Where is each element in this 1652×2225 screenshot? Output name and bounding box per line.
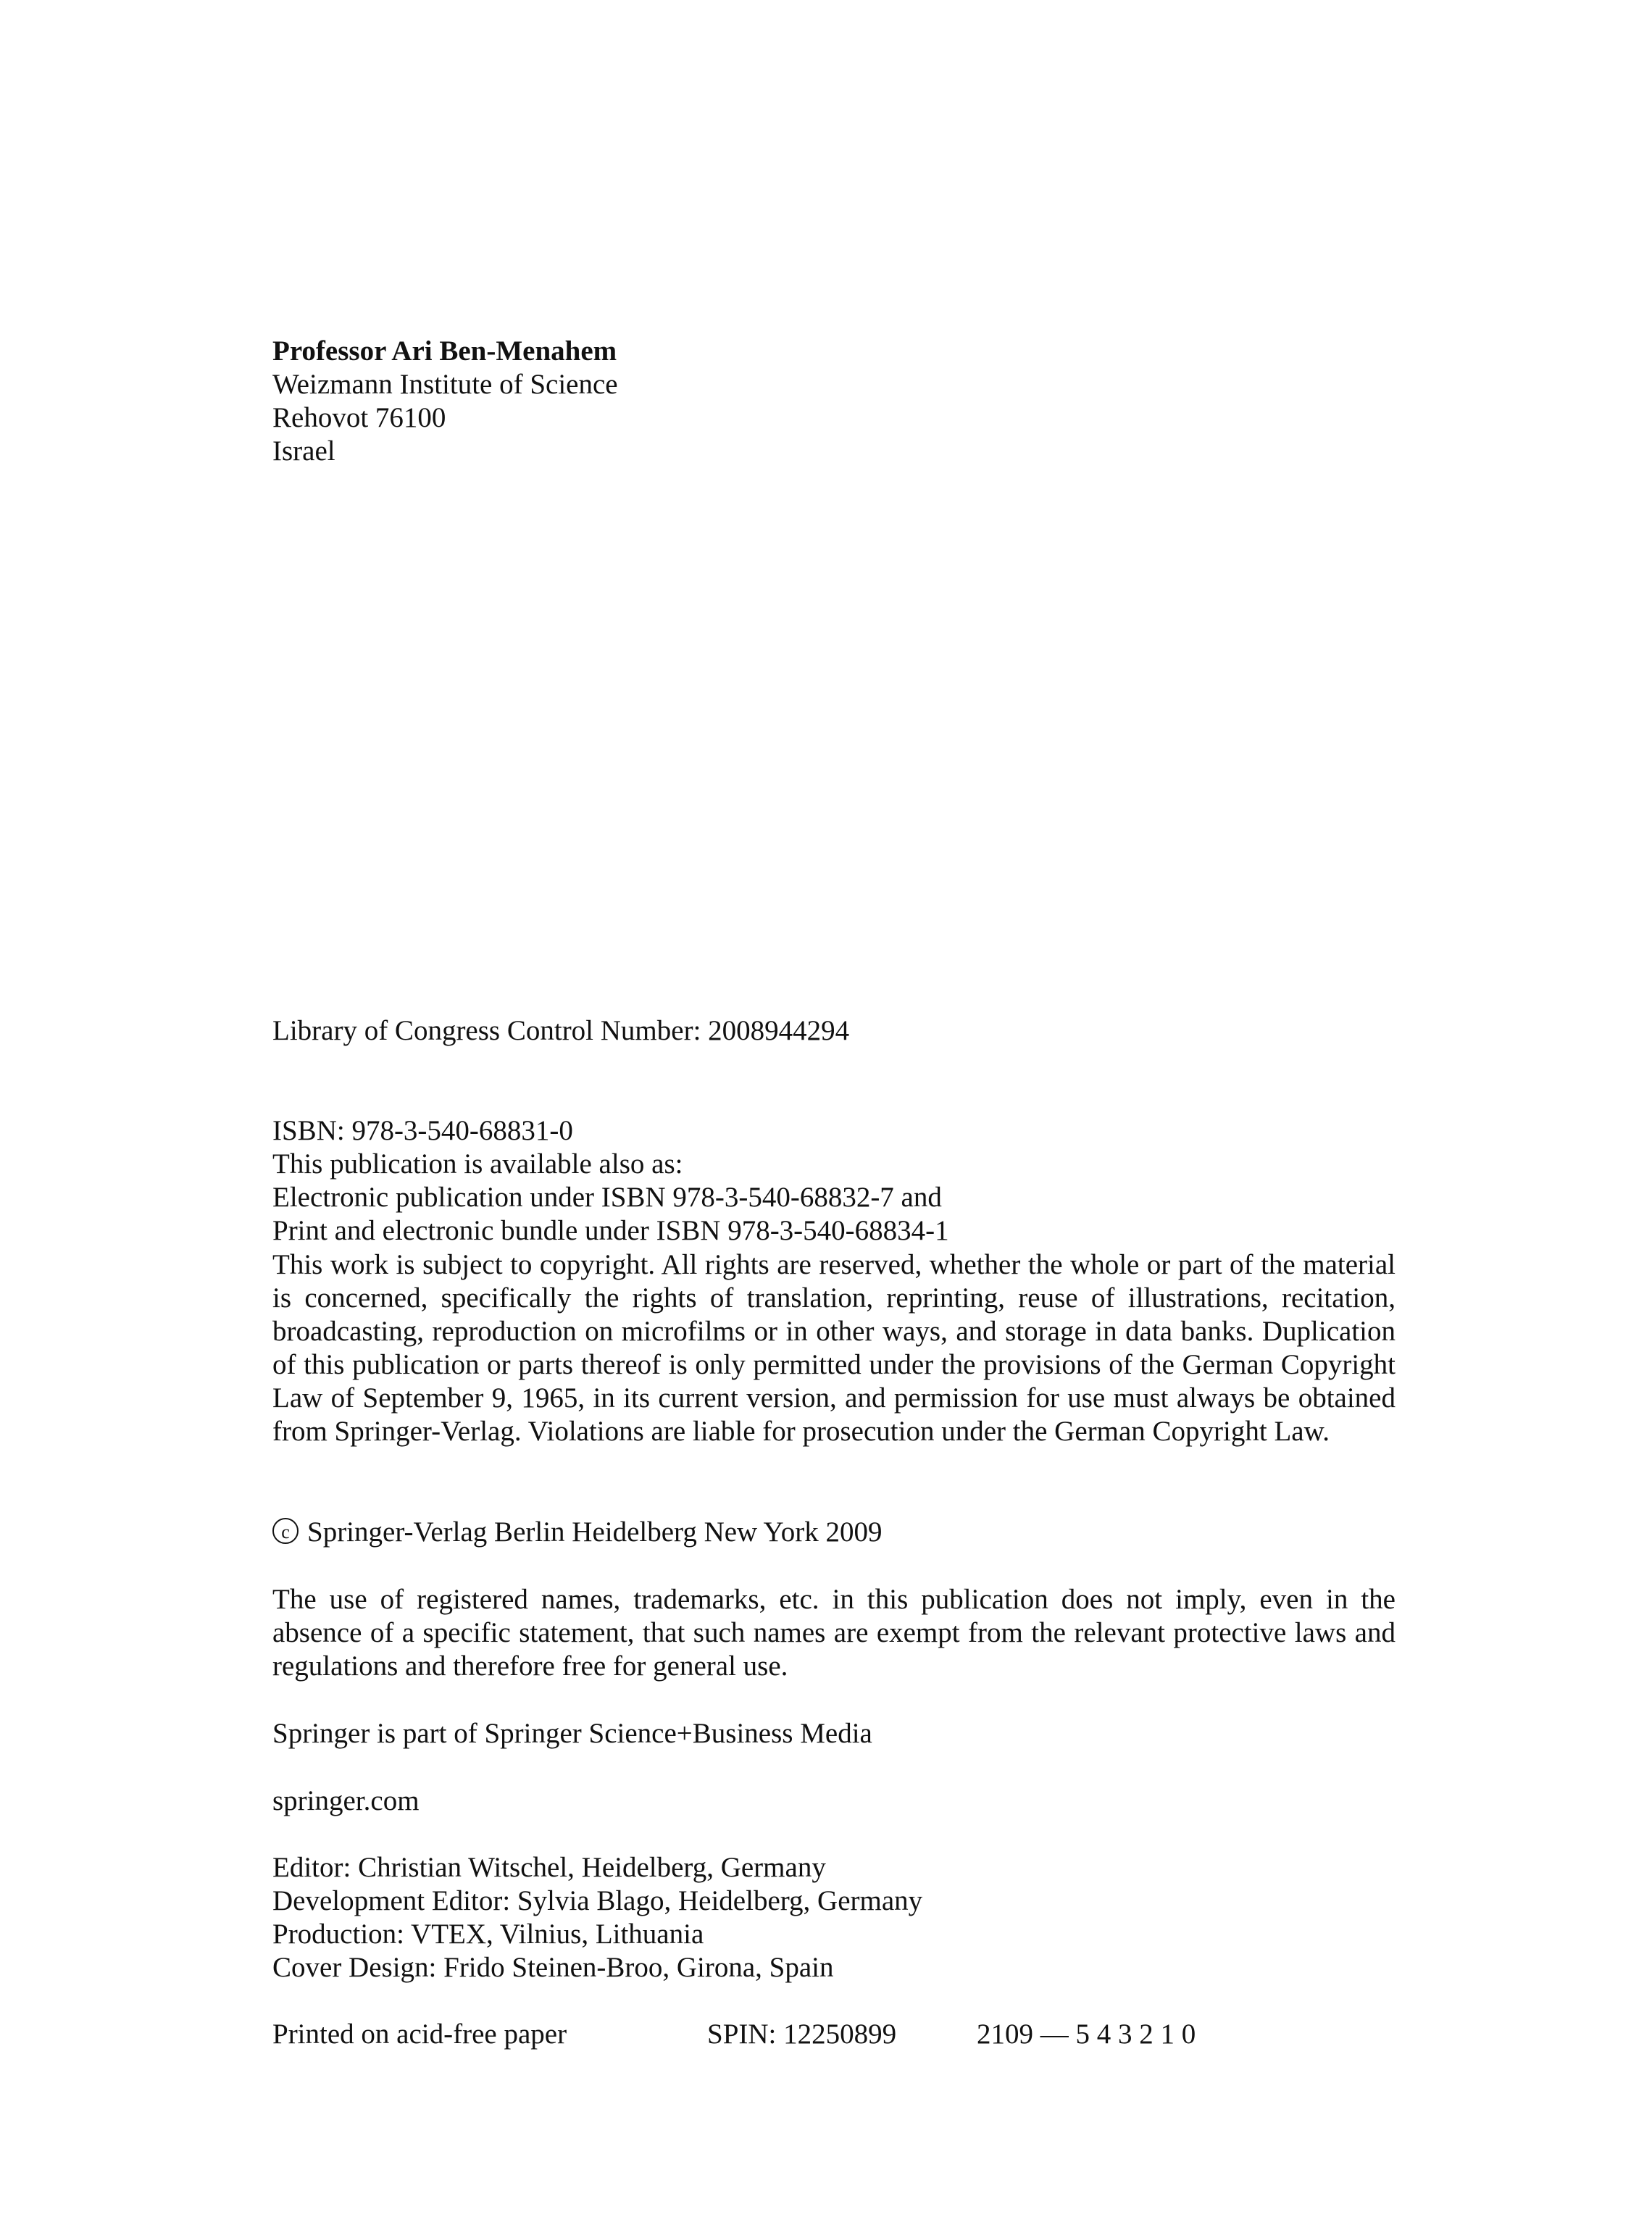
trademark-notice-block (272, 1583, 1396, 1683)
author-institution: Weizmann Institute of Science (272, 369, 618, 400)
author-country: Israel (272, 435, 335, 467)
credit-production: Production: VTEX, Vilnius, Lithuania (272, 1919, 704, 1950)
author-address-block (272, 335, 618, 468)
print-footer-row (272, 2018, 1396, 2051)
author-name: Professor Ari Ben-Menahem (272, 335, 617, 367)
footer-print-code: 2109 — 5 4 3 2 1 0 (977, 2019, 1196, 2050)
springer-part-block (272, 1717, 872, 1750)
springer-part-text: Springer is part of Springer Science+Business Media (272, 1718, 872, 1749)
website-text: springer.com (272, 1785, 420, 1816)
copyright-line (272, 1516, 883, 1549)
copyright-holder-text: Springer-Verlag Berlin Heidelberg New York 2009 (307, 1516, 883, 1548)
lccn-text: Library of Congress Control Number: 2008944294 (272, 1015, 850, 1046)
author-city: Rehovot 76100 (272, 402, 446, 433)
isbn-block (272, 1114, 949, 1248)
footer-paper-text: Printed on acid-free paper (272, 2019, 567, 2050)
isbn-bundle: Print and electronic bundle under ISBN 978-3-540-68834-1 (272, 1215, 949, 1246)
trademark-notice-text: The use of registered names, trademarks, etc. in this publication does not imply, even in the absence of a specific statement, that such names are exempt from the relevant protective laws and regulations and therefore free for general use. (272, 1584, 1396, 1682)
credit-editor: Editor: Christian Witschel, Heidelberg, Germany (272, 1852, 826, 1883)
credit-development-editor: Development Editor: Sylvia Blago, Heidelberg, Germany (272, 1885, 923, 1916)
isbn-electronic: Electronic publication under ISBN 978-3-540-68832-7 and (272, 1182, 942, 1213)
website-block (272, 1784, 420, 1818)
copyright-icon: c (272, 1518, 299, 1544)
lccn-block (272, 1014, 849, 1048)
credits-block (272, 1851, 922, 1984)
copyright-notice-text: This work is subject to copyright. All rights are reserved, whether the whole or part of the material is concerned, specifically the rights of translation, reprinting, reuse of illustrations, recitation, broadcasting, reproduction on microfilms or in other ways, and storage in data banks. Duplication of this publication or parts thereof is only permitted under the provisions of the German Copyright Law of September 9, 1965, in its current version, and permission for use must always be obtained from Springer-Verlag. Violations are liable for prosecution under the German Copyright Law. (272, 1249, 1396, 1447)
credit-cover-design: Cover Design: Frido Steinen-Broo, Girona, Spain (272, 1952, 834, 1983)
footer-spin-text: SPIN: 12250899 (707, 2019, 897, 2050)
isbn-available-also: This publication is available also as: (272, 1148, 683, 1180)
copyright-notice-block (272, 1248, 1396, 1448)
isbn-main: ISBN: 978-3-540-68831-0 (272, 1115, 573, 1146)
